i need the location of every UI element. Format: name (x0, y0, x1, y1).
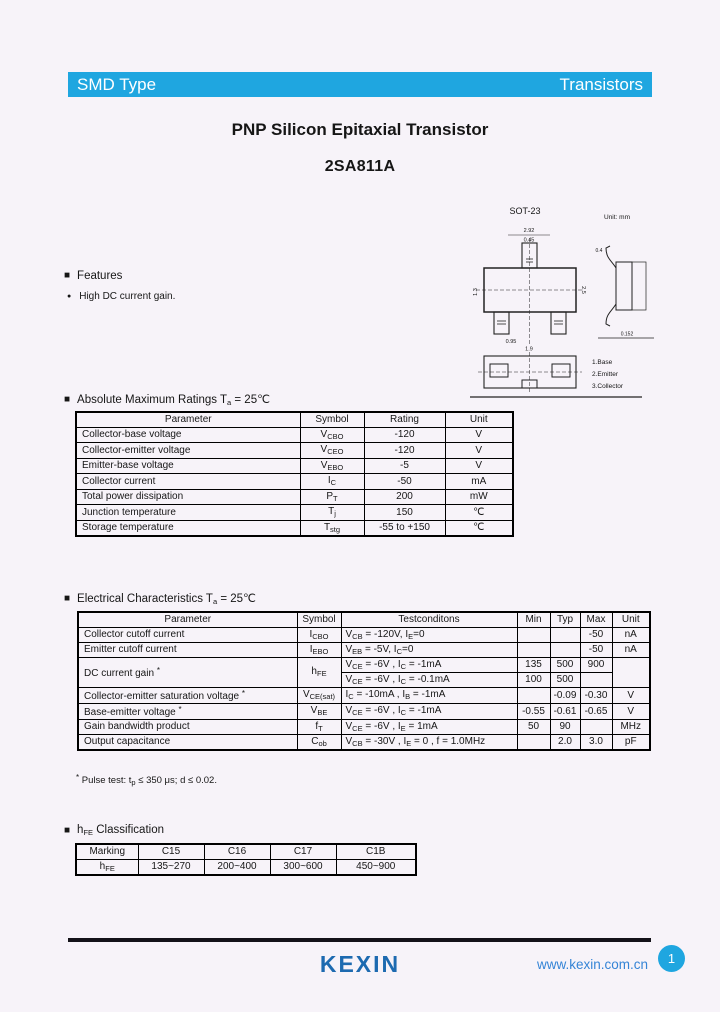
header-right-label: Transistors (559, 74, 643, 94)
cell-parameter: Output capacitance (78, 734, 297, 750)
page-number: 1 (667, 951, 676, 966)
absolute-maximum-ratings-table (75, 411, 514, 537)
dim-lead-span: 1.9 (525, 346, 533, 353)
col-max: Max (580, 612, 612, 627)
cell-max (580, 672, 612, 687)
cell-max: -0.65 (580, 703, 612, 719)
col-parameter: Parameter (76, 412, 300, 427)
table-header-row (78, 612, 650, 627)
cell-unit: mA (445, 474, 513, 490)
cell-marking: C17 (270, 844, 336, 859)
cell-symbol: $C_{ob}$ (297, 734, 341, 750)
cell-marking: C1B (336, 844, 416, 859)
cell-rating: 200 (364, 489, 445, 505)
cell-max: -50 (580, 627, 612, 642)
table-row (76, 489, 513, 505)
cell-rating: -120 (364, 427, 445, 443)
cell-symbol: $V_{CBO}$ (300, 427, 364, 443)
cell-symbol: $V_{EBO}$ (300, 458, 364, 474)
table-row (78, 703, 650, 719)
cell-unit: ℃ (445, 520, 513, 536)
table-row (76, 859, 416, 875)
cell-parameter: Collector current (76, 474, 300, 490)
table-row (76, 520, 513, 536)
cell-unit: V (612, 687, 650, 703)
pin-label-emitter: 2.Emitter (592, 371, 619, 378)
electrical-heading-label: Electrical Characteristics $T_a$ = 25℃ (77, 593, 256, 606)
cell-unit: V (445, 458, 513, 474)
table-header-row (76, 412, 513, 427)
cell-min (517, 687, 550, 703)
table-row (78, 627, 650, 642)
features-heading-label: Features (77, 270, 123, 282)
cell-max: 3.0 (580, 734, 612, 750)
cell-hfe-label: $h_{FE}$ (76, 859, 138, 875)
cell-unit: nA (612, 627, 650, 642)
cell-symbol: $P_T$ (300, 489, 364, 505)
cell-rating: -5 (364, 458, 445, 474)
cell-rating: -120 (364, 443, 445, 459)
cell-parameter: Total power dissipation (76, 489, 300, 505)
cell-conditions: $V_{CB} = -120V$, $I_E=0$ (341, 627, 517, 642)
cell-marking: C16 (204, 844, 270, 859)
cell-min (517, 734, 550, 750)
table-row (78, 719, 650, 734)
cell-parameter: Collector-emitter saturation voltage * (78, 687, 297, 703)
cell-unit: V (612, 703, 650, 719)
package-drawing (470, 198, 660, 400)
cell-parameter: Junction temperature (76, 505, 300, 521)
dim-overall-width: 2.5 (580, 286, 586, 294)
cell-symbol: $V_{BE}$ (297, 703, 341, 719)
cell-symbol: $V_{CEO}$ (300, 443, 364, 459)
cell-conditions: $V_{CE} = -6V$ , $I_E = 1mA$ (341, 719, 517, 734)
cell-unit: nA (612, 642, 650, 657)
dim-foot: 0.152 (620, 331, 634, 338)
table-row (78, 687, 650, 703)
hfe-classification-heading-label: $h_{FE}$ Classification (77, 824, 164, 837)
page-title: PNP Silicon Epitaxial Transistor (231, 120, 489, 139)
table-row (76, 458, 513, 474)
col-testconditions: Testconditons (341, 612, 517, 627)
cell-symbol: $V_{CE(sat)}$ (297, 687, 341, 703)
electrical-characteristics-table (77, 611, 651, 751)
cell-symbol: $I_{EBO}$ (297, 642, 341, 657)
col-min: Min (517, 612, 550, 627)
dim-lead-height: 0.4 (595, 248, 603, 254)
feature-item (67, 291, 175, 302)
cell-conditions: $V_{CE} = -6V$ , $I_C = -1mA$ (341, 657, 517, 672)
col-symbol: Symbol (300, 412, 364, 427)
cell-min: 100 (517, 672, 550, 687)
dim-lead-pitch: 0.95 (505, 339, 517, 345)
dim-body-width: 1.3 (473, 288, 479, 296)
cell-typ: 2.0 (550, 734, 580, 750)
cell-max: -0.30 (580, 687, 612, 703)
package-unit-label: Unit: mm (604, 214, 630, 221)
dim-body-length: 2.92 (523, 228, 535, 234)
cell-typ (550, 627, 580, 642)
cell-symbol: $I_C$ (300, 474, 364, 490)
section-marker-icon: ■ (64, 393, 71, 405)
dim-lead-width: 0.45 (523, 237, 535, 244)
cell-rating: -50 (364, 474, 445, 490)
sot23-top-view (473, 228, 586, 353)
cell-parameter: Collector cutoff current (78, 627, 297, 642)
features-heading (64, 270, 122, 282)
header-left-label: SMD Type (77, 74, 157, 94)
sot23-bottom-view (478, 352, 582, 392)
header-bar (68, 72, 652, 97)
cell-min (517, 627, 550, 642)
cell-hfe-range: 300~600 (270, 859, 336, 875)
cell-symbol: $f_T$ (297, 719, 341, 734)
cell-max (580, 719, 612, 734)
footer-divider (68, 938, 651, 942)
package-name-label: SOT-23 (509, 206, 541, 216)
cell-parameter: Collector-base voltage (76, 427, 300, 443)
col-parameter: Parameter (78, 612, 297, 627)
col-unit: Unit (612, 612, 650, 627)
cell-min (517, 642, 550, 657)
part-number: 2SA811A (324, 158, 396, 175)
cell-symbol: $T_{stg}$ (300, 520, 364, 536)
sot23-side-view (596, 246, 654, 338)
cell-parameter: Emitter-base voltage (76, 458, 300, 474)
cell-min: 50 (517, 719, 550, 734)
col-unit: Unit (445, 412, 513, 427)
cell-unit: MHz (612, 719, 650, 734)
cell-conditions: $V_{CE} = -6V$ , $I_C = -0.1mA$ (341, 672, 517, 687)
cell-unit: V (445, 427, 513, 443)
cell-unit: mW (445, 489, 513, 505)
cell-conditions: $I_C = -10mA$ , $I_B = -1mA$ (341, 687, 517, 703)
ratings-heading (64, 392, 270, 407)
cell-unit: V (445, 443, 513, 459)
table-row (76, 427, 513, 443)
table-row (76, 505, 513, 521)
cell-typ: -0.61 (550, 703, 580, 719)
cell-conditions: $V_{CB} = -30V$ , $I_E = 0$ , f = 1.0MHz (341, 734, 517, 750)
website-link[interactable]: www.kexin.com.cn (536, 957, 648, 972)
cell-rating: 150 (364, 505, 445, 521)
feature-item-label: High DC current gain. (79, 291, 176, 302)
cell-hfe-range: 450~900 (336, 859, 416, 875)
cell-min: 135 (517, 657, 550, 672)
table-row (78, 657, 650, 672)
cell-parameter: Storage temperature (76, 520, 300, 536)
cell-symbol: $h_{FE}$ (297, 657, 341, 687)
cell-parameter: DC current gain * (78, 657, 297, 687)
cell-max: -50 (580, 642, 612, 657)
cell-unit: ℃ (445, 505, 513, 521)
cell-parameter: Emitter cutoff current (78, 642, 297, 657)
cell-typ: 90 (550, 719, 580, 734)
cell-rating: -55 to +150 (364, 520, 445, 536)
kexin-logo: KEXIN (319, 951, 401, 977)
cell-symbol: $T_j$ (300, 505, 364, 521)
pulse-test-footnote: * Pulse test: $t_p \le 350$ μs; d ≤ 0.02. (76, 773, 217, 787)
table-row (76, 844, 416, 859)
cell-parameter: Collector-emitter voltage (76, 443, 300, 459)
page-number-badge (658, 945, 685, 972)
bullet-icon: ● (67, 293, 72, 300)
table-row (78, 734, 650, 750)
hfe-classification-table (75, 843, 417, 876)
table-row (78, 642, 650, 657)
pin-label-base: 1.Base (592, 359, 613, 366)
cell-hfe-range: 200~400 (204, 859, 270, 875)
cell-typ: 500 (550, 672, 580, 687)
cell-parameter: Base-emitter voltage * (78, 703, 297, 719)
col-symbol: Symbol (297, 612, 341, 627)
cell-conditions: $V_{CE} = -6V$ , $I_C = -1mA$ (341, 703, 517, 719)
cell-min: -0.55 (517, 703, 550, 719)
cell-conditions: $V_{EB} = -5V$, $I_C=0$ (341, 642, 517, 657)
electrical-heading (64, 591, 256, 606)
col-rating: Rating (364, 412, 445, 427)
cell-symbol: $I_{CBO}$ (297, 627, 341, 642)
section-marker-icon: ■ (64, 270, 71, 281)
cell-marking-label: Marking (76, 844, 138, 859)
section-marker-icon: ■ (64, 824, 71, 836)
cell-unit (612, 657, 650, 687)
cell-typ: 500 (550, 657, 580, 672)
table-row (76, 474, 513, 490)
cell-hfe-range: 135~270 (138, 859, 204, 875)
cell-parameter: Gain bandwidth product (78, 719, 297, 734)
cell-max: 900 (580, 657, 612, 672)
hfe-classification-heading (64, 824, 164, 837)
cell-typ: -0.09 (550, 687, 580, 703)
table-row (76, 443, 513, 459)
cell-marking: C15 (138, 844, 204, 859)
cell-unit: pF (612, 734, 650, 750)
col-typ: Typ (550, 612, 580, 627)
cell-typ (550, 642, 580, 657)
ratings-heading-label: Absolute Maximum Ratings $T_a$ = 25℃ (77, 394, 271, 407)
pin-legend (592, 359, 624, 390)
section-marker-icon: ■ (64, 592, 71, 604)
pin-label-collector: 3.Collector (592, 383, 624, 390)
